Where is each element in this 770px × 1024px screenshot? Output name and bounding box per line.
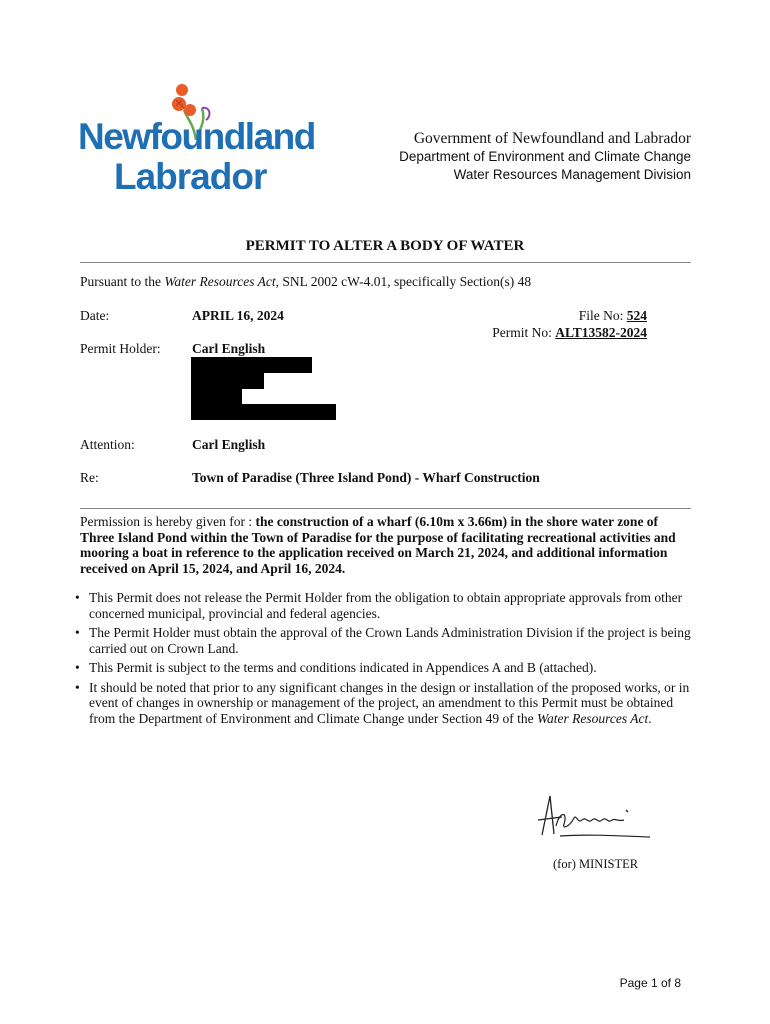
date-value: APRIL 16, 2024 [192,308,284,323]
title-divider [80,262,691,263]
redaction-bar [191,357,312,373]
pursuant-suffix: , SNL 2002 cW-4.01, specifically Section(s) 48 [275,274,532,289]
bullet-icon: • [75,625,80,640]
bullet-icon: • [75,590,80,605]
permission-paragraph [80,514,691,576]
government-name: Government of Newfoundland and Labrador [413,130,691,147]
logo-labrador: Labrador [114,156,267,197]
permit-number-value: ALT13582-2024 [555,325,647,340]
redaction-bar [191,389,242,405]
redaction-bar [191,404,336,420]
list-item [74,590,692,621]
list-item [74,660,692,676]
list-item [74,625,692,656]
condition-text: The Permit Holder must obtain the approval of the Crown Lands Administration Division if the project is being carried out on Crown Land. [89,625,691,656]
bullet-icon: • [75,660,80,675]
attention-value: Carl English [192,437,266,452]
permit-number-label: Permit No: [492,325,556,340]
signature-image [530,790,660,845]
condition-text: This Permit does not release the Permit Holder from the obligation to obtain appropriate approvals from other concerned municipal, provincial and federal agencies. [89,590,683,621]
division-name: Water Resources Management Division [453,167,691,182]
file-number-value: 524 [626,308,647,323]
condition-text: This Permit is subject to the terms and conditions indicated in Appendices A and B (attached). [89,660,597,675]
section-divider [80,508,691,509]
file-number-label: File No: [578,308,627,323]
permission-prefix: Permission is hereby given for : [80,514,256,529]
redaction-bar [191,373,264,389]
permission-body: the construction of a wharf (6.10m x 3.66m) in the shore water zone of Three Island Pond within the Town of Paradise for the purpose of facilitating recreational activities and mooring a boat in reference to the application received on March 21, 2024, and additional information received on April 15, 2024, and April 16, 2024. [80,514,676,576]
logo-newfoundland: Newfoundland [78,116,315,157]
pursuant-line [80,274,531,290]
act-name: Water Resources Act [164,274,276,289]
re-label: Re: [80,470,99,485]
pursuant-prefix: Pursuant to the [80,274,165,289]
permit-holder-value: Carl English [192,341,266,356]
re-value: Town of Paradise (Three Island Pond) - Wharf Construction [192,470,540,485]
page-number: Page 1 of 8 [619,976,681,990]
condition-suffix: . [648,710,652,726]
bullet-icon: • [75,679,80,695]
condition-text: It should be noted that prior to any significant changes in the design or installation of the proposed works, or in event of changes in ownership or management of the project, an amendment to this Permit must be obtained from the Department of Environment and Climate Change under Section 49 of the [89,679,690,726]
list-item [74,680,692,727]
act-name: Water Resources Act [537,710,649,726]
permit-holder-label: Permit Holder: [80,341,161,356]
permit-number [492,325,647,341]
document-title: PERMIT TO ALTER A BODY OF WATER [245,238,525,254]
attention-label: Attention: [80,437,135,452]
conditions-list [74,590,692,730]
date-label: Date: [80,308,110,323]
signature-caption: (for) MINISTER [553,857,639,871]
file-number [579,308,647,324]
department-name: Department of Environment and Climate Change [399,149,691,164]
